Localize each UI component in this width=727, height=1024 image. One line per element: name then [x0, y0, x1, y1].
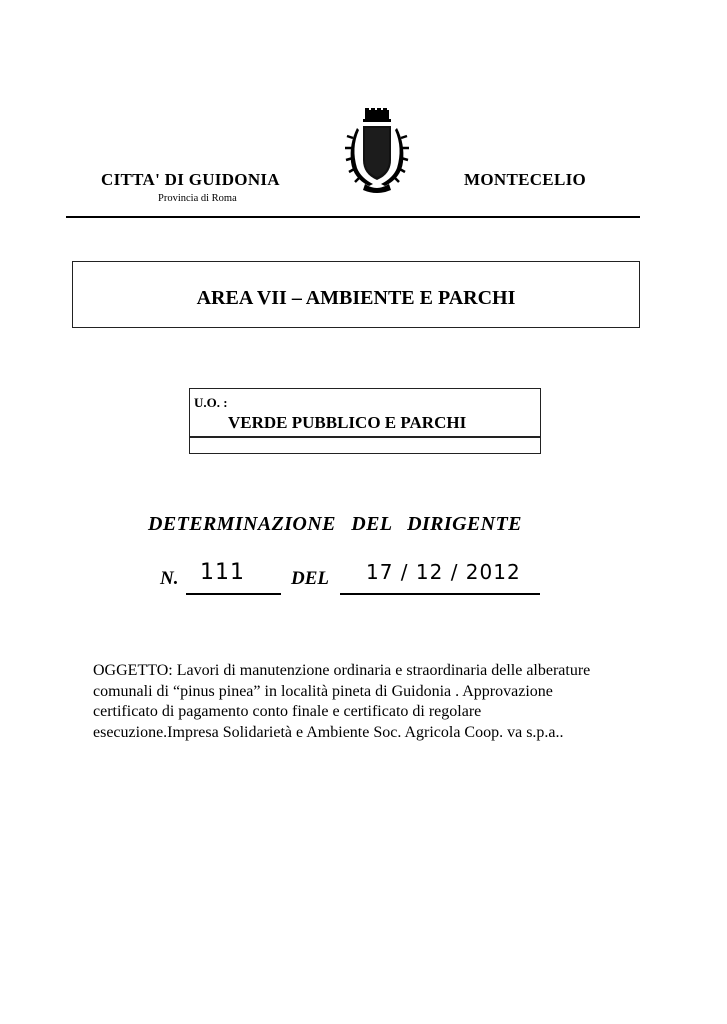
subject-line: esecuzione.Impresa Solidarietà e Ambiente Soc. Agricola Coop. va s.p.a.. [93, 723, 564, 741]
unit-box-divider [189, 436, 541, 438]
city-name-left: CITTA' DI GUIDONIA [101, 170, 280, 189]
unit-name: VERDE PUBBLICO E PARCHI [228, 413, 467, 432]
header-divider [66, 216, 640, 218]
number-label: N. [160, 568, 179, 589]
number-underline [186, 593, 281, 595]
city-name-right: MONTECELIO [464, 170, 587, 189]
province-name: Provincia di Roma [158, 193, 237, 204]
unit-label: U.O. : [194, 395, 228, 410]
determination-title: DETERMINAZIONE DEL DIRIGENTE [148, 513, 522, 535]
date-label: DEL [291, 568, 329, 589]
subject-line: OGGETTO: Lavori di manutenzione ordinaria e straordinaria delle alberature [93, 662, 591, 679]
date-value: 17 / 12 / 2012 [366, 560, 521, 584]
subject-paragraph [93, 661, 678, 743]
number-value: 111 [200, 560, 245, 585]
area-title: AREA VII – AMBIENTE E PARCHI [196, 287, 516, 309]
subject-line: comunali di “pinus pinea” in località pineta di Guidonia . Approvazione [93, 682, 553, 700]
municipal-crest-icon [343, 108, 411, 196]
date-underline [340, 593, 540, 595]
subject-line: certificato di pagamento conto finale e certificato di regolare [93, 703, 482, 720]
